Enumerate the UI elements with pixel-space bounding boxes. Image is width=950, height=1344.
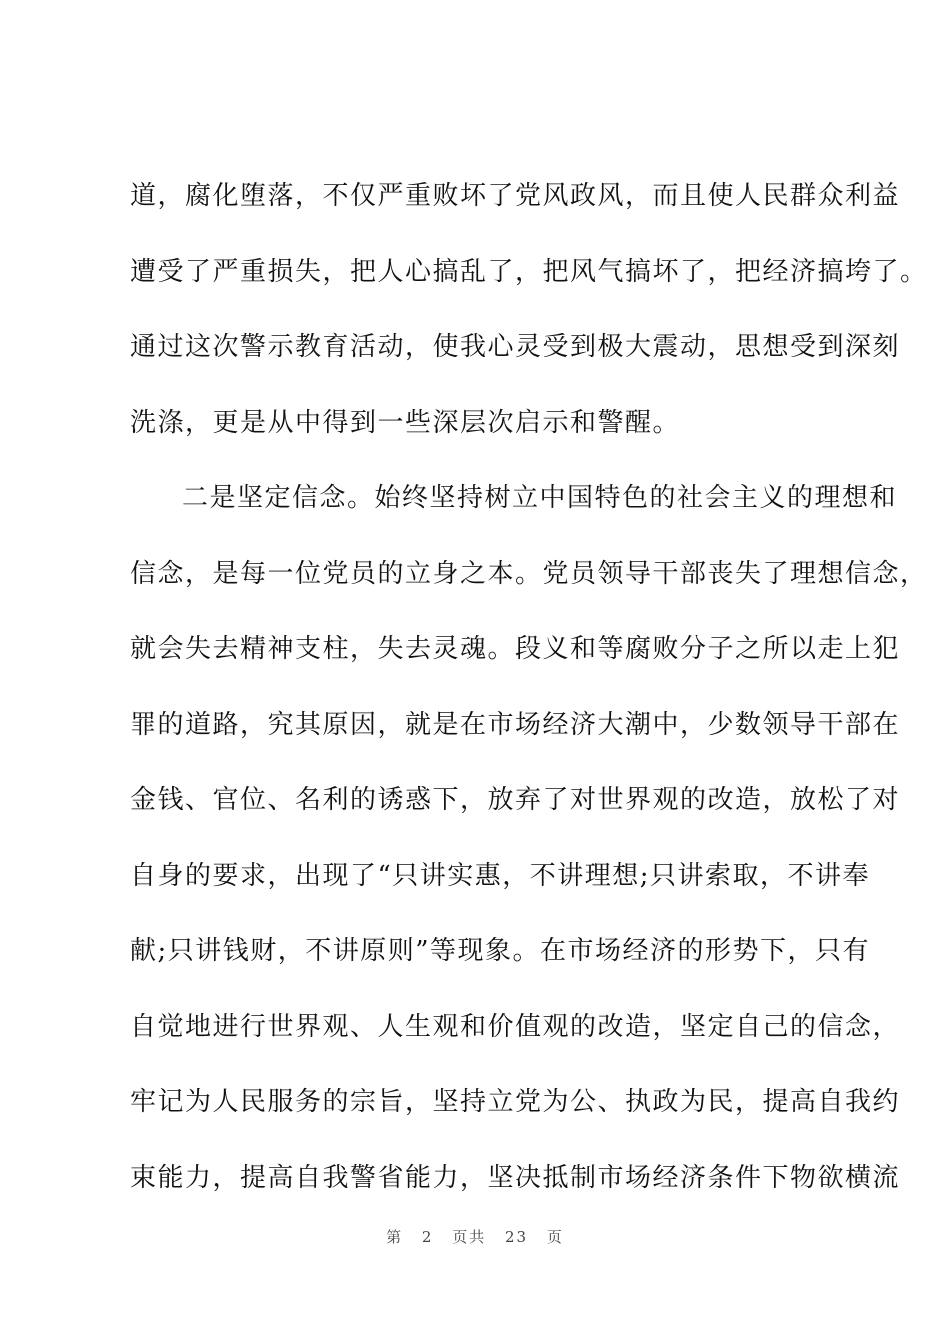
text-line: 自觉地进行世界观、人生观和价值观的改造，坚定自己的信念， [130,1011,901,1042]
page-footer [0,1226,950,1247]
text-line: 献;只讲钱财，不讲原则”等现象。在市场经济的形势下，只有 [130,936,871,966]
text-line: 罪的道路，究其原因，就是在市场经济大潮中，少数领导干部在 [130,709,901,740]
text-line: 就会失去精神支柱，失去灵魂。段义和等腐败分子之所以走上犯 [130,634,901,664]
text-line: 遭受了严重损失，把人心搞乱了，把风气搞坏了，把经济搞垮了。 [130,256,928,287]
text-line: 牢记为人民服务的宗旨，坚持立党为公、执政为民，提高自我约 [130,1087,901,1117]
text-line: 信念，是每一位党员的立身之本。党员领导干部丧失了理想信念， [130,558,928,589]
text-line: 道，腐化堕落，不仅严重败坏了党风政风，而且使人民群众利益 [130,181,901,211]
footer-label-ye: 页 [546,1228,564,1246]
text-line: 通过这次警示教育活动，使我心灵受到极大震动，思想受到深刻 [130,332,901,362]
footer-label-ye-gong: 页共 [452,1228,487,1246]
footer-label-di: 第 [386,1228,404,1246]
current-page-number: 2 [421,1228,434,1246]
body-text [130,176,928,1233]
total-pages-number: 23 [505,1228,529,1246]
text-line: 束能力，提高自我警省能力，坚决抵制市场经济条件下物欲横流 [130,1162,901,1193]
text-line: 自身的要求，出现了“只讲实惠，不讲理想;只讲索取，不讲奉 [130,860,871,891]
text-line: 洗涤，更是从中得到一些深层次启示和警醒。 [130,407,681,438]
paragraph-start-line: 二是坚定信念。始终坚持树立中国特色的社会主义的理想和 [182,483,898,513]
text-line: 金钱、官位、名利的诱惑下，放弃了对世界观的改造，放松了对 [130,785,901,815]
